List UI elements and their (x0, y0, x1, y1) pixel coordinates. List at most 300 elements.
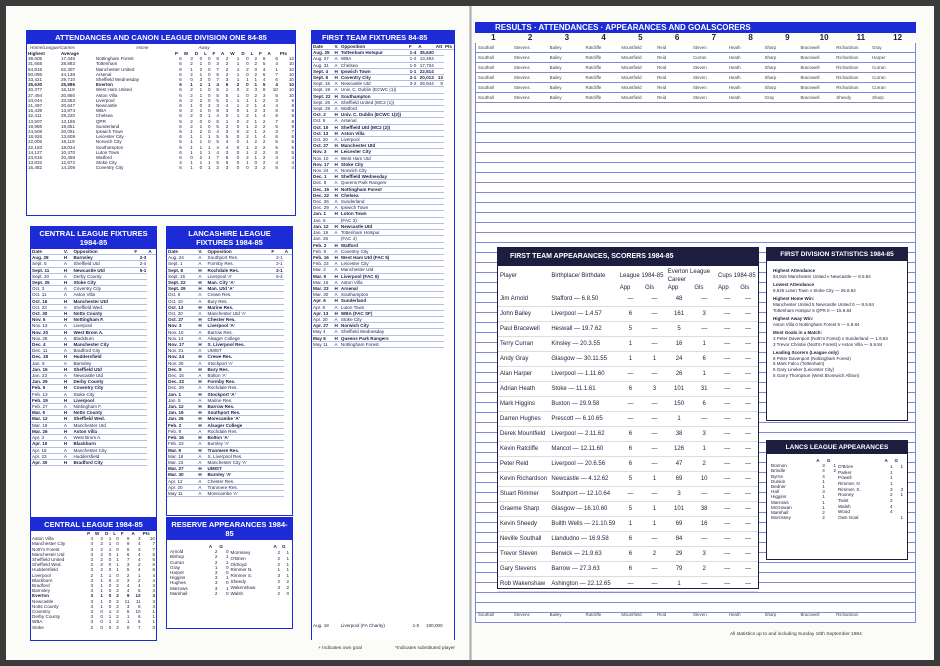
fixture-row: Mar. 19 A Manchester Utd (31, 422, 156, 428)
central-fixtures-title: CENTRAL LEAGUE FIXTURES 1984-85 (31, 227, 156, 249)
attendances-panel (26, 30, 296, 216)
column-header: P (87, 531, 91, 536)
fixture-row: Mar. 9 H Tranmere Res. (167, 447, 292, 453)
central-league-table (31, 531, 156, 630)
column-header: Everton League Career (667, 269, 711, 283)
fixture-row: Apr. 20 A Stoke City (312, 316, 454, 322)
player-row: Curran 2 1 (170, 559, 229, 565)
fixture-row: Dec. 8 A Queens Park Rangers (312, 180, 454, 186)
lancs-apps-title: LANCS LEAGUE APPEARANCES (767, 441, 907, 454)
fixture-row: Nov. 24 H Crewe Res. (167, 354, 292, 360)
fixture-row: Feb. 2 H Alsager College (167, 422, 292, 428)
table-row: 23,615 20,458 Watford 6 0 2 1 7 8 0 2 1 2 4 4 (28, 155, 294, 161)
fixture-row: Feb. 5 H Coventry City (31, 385, 156, 391)
fixture-row: Nov. 10 A West Ham Utd (312, 155, 454, 161)
column-header: Opposition (340, 44, 408, 50)
column-number: 3 (564, 33, 570, 42)
fixture-row: Oct. 10 H Sheffield Utd (MC2 (2)) (312, 124, 454, 130)
fixture-row: Oct. 11 A Aston Villa (31, 292, 156, 298)
fixture-row: Jan. 26 (FAC 4) (312, 236, 454, 242)
reserve-title: RESERVE APPEARANCES 1984-85 (167, 518, 292, 540)
column-header: Player (500, 273, 518, 279)
fixture-row: Nov. 10 A Barrow Res. (167, 329, 292, 335)
sub-header: Gls (694, 285, 704, 291)
fixture-row: Apr. 30 H Bradford City (31, 459, 156, 465)
fixture-row: Nov. 24 A Norwich City (312, 168, 454, 174)
fixture-row: Sept. 22 H Man. City 'A' (167, 280, 292, 286)
fixture-row: Dec. 29 A Rochdale Res. (167, 385, 292, 391)
player-row: Graeme Sharp Glasgow — 16.10.60 5 1 101 38 — — (498, 502, 758, 517)
results-row: Southall Stevens Bailey Ratcliffe Mountfield Reid Steven Heath Sharp Bracewell Richardson Curran (478, 75, 886, 80)
fixture-row: Feb. 16 H Bolton 'A' (167, 435, 292, 441)
stat-line: 3 Peter Davenport (Nott'm Forest) v Sunderland — 1.9.84 (773, 335, 888, 341)
player-row: Twist 2 (838, 497, 893, 503)
player-row: Own Goal 1 (838, 514, 903, 520)
league-row: Liverpool 2 1 1 0 2 1 4 (32, 572, 155, 578)
table-row: 33,421 29,710 Sheffield Wednesday 6 0 3 0 7 3 1 1 1 4 6 10 (28, 77, 294, 83)
column-header: F (212, 51, 216, 56)
column-header: Birthplace/ Birthdate (551, 273, 606, 279)
table-row: 31,655 28,883 Tottenham 6 2 1 0 3 2 1 0 2 5 4 10 (28, 61, 294, 67)
fixture-row: Mar. 30 H Burnley 'A' (167, 472, 292, 478)
player-row: O'Brien 1 1 (838, 463, 903, 469)
table-row: 22,183 18,034 Southampton 6 1 1 1 4 4 0 1 2 2 5 5 (28, 144, 294, 150)
fixture-row: Aug. 27 A WBA 1-2 13,484 (312, 56, 454, 62)
stat-line: Aston Villa 0 Nottingham Forest 5 — 5.9.84 (773, 321, 860, 327)
league-row: Barnsley 3 1 0 2 4 5 3 (32, 588, 155, 594)
column-header: V. (197, 249, 206, 255)
fixture-row: Oct. 27 H Chester Res. (167, 317, 292, 323)
column-header: A (884, 458, 888, 464)
fixture-row: Dec. 1 H Sheffield Wednesday (312, 174, 454, 180)
stat-line: Tottenham Hotspur 5 QPR 0 — 15.9.84 (773, 307, 852, 313)
player-row: Alan Harper Liverpool — 1.11.60 — — 26 1 — — (498, 367, 758, 382)
fixture-row: Feb. 27 A Nottingham F. (31, 404, 156, 410)
fixture-row: Sept. 20 A Derby County (31, 273, 156, 279)
stat-line: Lowest Attendance (773, 282, 815, 288)
league-row: WBA 3 0 1 2 1 6 1 (32, 619, 155, 625)
fixture-row: Jan. 15 H Sheffield Utd (31, 366, 156, 372)
fixture-row: Apr. 10 H Blackburn (31, 441, 156, 447)
fixture-row: Oct. 10 A Bury Res. (167, 298, 292, 304)
player-row: Dunkin 1 (771, 478, 825, 484)
column-header: Pts (444, 44, 453, 49)
fixture-row: Sept. 26 A Sheffield United (MC2 (1)) (312, 99, 454, 105)
fixture-row: Nov. 13 A Liverpool (31, 323, 156, 329)
page-gutter (469, 6, 472, 660)
attendances-section-label: Home/League/Games (30, 45, 75, 50)
fixture-row: Jan. 5 A Marine Res. (167, 397, 292, 403)
player-row: John Bailey Liverpool — 1.4.57 6 — 161 3 — — (498, 307, 758, 322)
player-row: Kevin Richardson Newcastle — 4.12.62 5 1 69 10 — — (498, 472, 758, 487)
player-row: Oldroyd 2 1 (230, 561, 289, 567)
league-row: Sheffield Wed. 3 2 0 1 3 2 6 (32, 562, 155, 568)
fixture-row: Dec. 11 A Bradford City (31, 348, 156, 354)
attendances-table (27, 51, 295, 171)
sub-header: App (667, 285, 679, 291)
table-row: 20,377 16,119 West Ham United 6 2 1 0 5 1 0 2 3 8 10 10 (28, 87, 294, 93)
column-header: F (120, 531, 124, 536)
player-row: Trevor Steven Berwick — 21.9.63 6 2 29 3 — — (498, 547, 758, 562)
column-header: A (417, 44, 435, 50)
central-league-title: CENTRAL LEAGUE 1984-85 (31, 518, 156, 531)
player-row: Walsh 2 0 (230, 590, 289, 596)
stat-line: Manchester United 5 Newcastle United 0 — 8.9.84 (773, 301, 875, 307)
player-row: Kevin Sheedy Builth Wells — 21.10.59 1 1 69 16 — — (498, 517, 758, 532)
own-goal-note: + Indicates own goal (318, 646, 362, 651)
fixture-row: Sept. 15 A Liverpool 'A' 6-4 (168, 273, 283, 279)
player-row: Wakenshaw 3 2 (230, 584, 289, 590)
table-row: 50,095 44,138 Arsenal 6 2 1 0 6 2 1 0 2 5 7 10 (28, 71, 294, 77)
fixture-row: May 6 H Queens Park Rangers (312, 335, 454, 341)
column-header: Highest (28, 51, 45, 56)
fixture-row: Dec. 22 H Formby Res. (167, 379, 292, 385)
central-league-panel (30, 517, 157, 641)
column-header: W (230, 51, 235, 56)
sub-header: Gls (740, 285, 750, 291)
player-row: Morrissey 2 (771, 515, 825, 521)
player-row: Gray 1 0 (170, 564, 229, 570)
player-row: Powell 1 (838, 475, 893, 481)
column-header: A (147, 249, 156, 255)
column-header: League 1984-85 (619, 273, 664, 279)
fixture-row: Nov. 17 H Stoke City (312, 161, 454, 167)
column-number: 5 (638, 33, 643, 42)
away-label: Away (198, 45, 210, 50)
lancs-fixtures-table (167, 249, 292, 497)
player-row: Rimmer, S. 3 3 (838, 486, 903, 492)
fixture-row: Apr. 3 A West Brom A. (31, 435, 156, 441)
fixture-row: Sept. 29 A Watford (312, 106, 454, 112)
fixture-row: Sept. 19 A Univ. C. Dublin (ECWC (1)) (312, 87, 454, 93)
league-row: Notts County 3 1 0 2 3 5 3 (32, 603, 155, 609)
first-division-stats (767, 261, 907, 378)
fixtures-panel (311, 30, 455, 640)
column-header: V. (334, 44, 339, 49)
column-header: G (894, 458, 899, 464)
league-row: Manchester City 4 3 1 0 9 4 7 (32, 541, 155, 547)
stat-line: Highest Attendance (773, 268, 816, 273)
fixture-row: Nov. 28 A Blackburn (31, 335, 156, 341)
column-header: Cups 1984-85 (718, 273, 756, 279)
fixture-row: Mar. 23 H Arsenal (312, 285, 454, 291)
fixture-row: Jan. 19 A Tottenham Hotspur (312, 230, 454, 236)
sub-header: App (619, 285, 631, 291)
fixture-row: Feb. 23 A Burnley 'A' (167, 441, 292, 447)
fixture-row: Oct. 23 A Sheffield Wed. (31, 304, 156, 310)
fixture-row: Nov. 14 A Alsager College (167, 335, 292, 341)
attendances-title: ATTENDANCES AND CANON LEAGUE DIVISION ONE 84-85 (27, 31, 295, 44)
player-row: Gary Stevens Barrow — 27.3.63 6 — 79 2 — — (498, 562, 758, 577)
fixture-row: Mar. 5 H Notts County (31, 410, 156, 416)
table-row: 35,630 25,986 Everton 6 1 1 1 4 6 2 0 1 5 4 10 (28, 82, 294, 88)
fixture-row: Aug. 31 A Chelsea 1-0 17,734 (312, 62, 454, 68)
fixture-row: Oct. 27 H Manchester Utd (312, 143, 454, 149)
sub-header: Gls (645, 285, 655, 291)
fixture-row: Nov. 20 H West Brom A. (31, 329, 156, 335)
fixture-row: Feb. 19 H Liverpool (31, 397, 156, 403)
fixture-row: Feb. 9 A Rochdale Res. (167, 428, 292, 434)
fixture-row: Mar. 16 A Aston Villa (312, 279, 454, 285)
player-row: Marrows 3 1 (170, 585, 229, 591)
column-header: L (204, 51, 207, 56)
home-label: Home (136, 45, 149, 50)
column-header: G (826, 458, 831, 463)
column-header: D (241, 51, 245, 56)
player-row: Harper 3 0 (170, 570, 229, 576)
fixture-row: Oct. 13 H Marine Res. (167, 304, 292, 310)
player-row: Higgins 1 (771, 494, 825, 500)
fixture-row: Feb. 16 H West Ham Utd (FAC 5) (312, 254, 454, 260)
column-header: Date (167, 249, 197, 255)
fixture-row: Dec. 29 A Ipswich Town (312, 205, 454, 211)
table-row: 34,044 33,553 Liverpool 6 2 2 0 5 2 1 1 1 2 3 9 (28, 97, 294, 103)
column-number: 6 (674, 33, 680, 42)
table-row: 18,986 18,651 Sunderland 6 2 1 0 5 2 0 1 2 2 5 8 (28, 123, 294, 129)
fixture-row: Jan. 23 A Newcastle Utd (31, 373, 156, 379)
results-column-numbers (475, 33, 916, 43)
stat-line: 5 Mark Falco (Tottenham) (773, 361, 825, 367)
column-number: 8 (748, 33, 753, 42)
results-row: Southall Stevens Bailey Ratcliffe Mountfield Reid Steven Heath Gray Bracewell Sheedy Sharp (478, 95, 884, 100)
fixture-row: Dec. 22 H Chelsea (312, 192, 454, 198)
column-header: D (104, 531, 109, 536)
fixture-row: Mar. 26 H Aston Villa (31, 428, 156, 434)
fixture-row: Oct. 20 A Liverpool (312, 137, 454, 143)
first-division-panel (766, 247, 908, 421)
fixture-row: Sept. 22 H Southampton (312, 93, 454, 99)
player-row: Rob Wakenshaw Ashington — 22.12.65 — — 1 — — — (498, 577, 758, 592)
fixture-row: Oct. 6 A Arsenal (312, 118, 454, 124)
fixture-row: Oct. 6 A Crewe Res. (167, 292, 292, 298)
player-row: Wood 4 (838, 509, 893, 515)
fixture-row: Aug. 28 H Barnsley 2-3 (32, 255, 147, 261)
column-header: Average (60, 51, 79, 56)
fixture-row: Dec. 18 H Huddersfield (31, 354, 156, 360)
player-row: McGowan 1 (771, 504, 825, 510)
stat-line: Highest Home Win: (773, 296, 815, 302)
column-header: F (270, 249, 283, 255)
fixture-row: Apr. 6 H Sunderland (312, 298, 454, 304)
player-row: Mark Higgins Buxton — 29.9.58 — — 150 6 — — (498, 397, 758, 412)
table-row: 16,482 14,208 Coventry City 6 1 0 1 2 3 0 0 3 2 8 4 (28, 165, 294, 171)
appearances-table (498, 268, 758, 592)
column-header: L (113, 531, 117, 536)
player-row: Marrows 1 (771, 499, 825, 505)
fixture-row: Nov. 5 H Nottingham F. (31, 317, 156, 323)
league-row: Stoke 2 0 0 2 0 7 0 (32, 624, 155, 630)
fixture-row: Aug. 25 H Tottenham Hotspur 1-4 35,630 (312, 50, 454, 56)
column-header: A (220, 51, 225, 56)
fixture-row: Jan. 9 A Barnsley (31, 360, 156, 366)
player-row: Hughes 3 0 (170, 580, 229, 586)
fixture-row: Feb. 23 A Leicester City (312, 261, 454, 267)
fixtures-table (312, 44, 454, 348)
fixture-row: Sept. 25 H Stoke City (31, 280, 156, 286)
fixture-row: Mar. 12 H Sheffield Wed. (31, 416, 156, 422)
league-row: Manchester Utd 3 2 0 1 6 4 6 (32, 551, 155, 557)
table-row: 21,497 20,647 Newcastle 6 1 0 2 3 4 1 2 1 4 4 8 (28, 103, 294, 109)
column-header: F (408, 44, 417, 50)
fixture-row: Feb. 9 A Coventry City (312, 248, 454, 254)
column-number: 10 (819, 33, 829, 42)
column-header: G (219, 544, 223, 549)
fixture-row: Nov. 30 A Stockport 'A' (167, 360, 292, 366)
fixture-row: Mar. 30 A Southampton (312, 292, 454, 298)
stat-line: 5 Gary Lineker (Leicester City) (773, 366, 835, 372)
column-header: Date (31, 249, 63, 255)
column-header: Opposition (207, 249, 271, 255)
player-row: Walsh 4 (838, 503, 893, 509)
fixture-row: May 11 A Morecambe 'A' (167, 490, 292, 496)
results-row: Southall Stevens Bailey Ratcliffe Mountfield Reid Curran Heath Sharp Bracewell Richardson Harper (478, 55, 886, 60)
fixture-row: Dec. 26 A Sunderland (312, 199, 454, 205)
player-row: Marshall 2 0 (170, 590, 229, 596)
league-row: Newcastle 3 1 0 2 11 11 3 (32, 598, 155, 604)
fixture-row: Dec. 8 H Bury Res. (167, 366, 292, 372)
league-row: Nott'm Forest 3 2 1 0 5 3 7 (32, 546, 155, 552)
player-row: Neville Southall Llandudno — 16.9.58 6 — 84 — — — (498, 532, 758, 547)
column-header: Pts (279, 51, 288, 56)
table-row: 24,508 20,091 Ipswich Town 6 1 2 0 4 3 0 2 1 2 3 7 (28, 129, 294, 135)
fixtures-title: FIRST TEAM FIXTURES 84-85 (312, 31, 454, 44)
lancs-apps-left (770, 458, 837, 520)
column-header: F (259, 51, 262, 56)
fixture-row: Jan. 5 (FAC 3) (312, 217, 454, 223)
fixture-row: Dec. 15 A Bolton 'A' (167, 373, 292, 379)
player-row: Kevin Ratcliffe Mancot — 12.11.60 6 — 126 1 — — (498, 442, 758, 457)
fixture-row: Oct. 13 H Aston Villa (312, 130, 454, 136)
fixture-row: Jan. 1 H Stockport 'A' (167, 391, 292, 397)
column-header: A (267, 51, 271, 56)
player-row: Rimmer N. 1 1 (230, 567, 289, 573)
player-row: Bonnon 3 1 (771, 463, 836, 469)
player-row: Byrne 4 (771, 473, 825, 479)
fixture-row: Sept. 5 A Sheffield Utd 2-4 (32, 261, 147, 267)
column-header: L (250, 51, 254, 56)
charity-shield-row: Aug. 18 Liverpool (FA Charity) 1-0 100,000 (313, 623, 443, 628)
fixture-row: Mar. 9 H Liverpool (FAC 6) (312, 273, 454, 279)
fixture-row: Nov. 21 A UMIST (167, 348, 292, 354)
fixture-row: Nov. 3 H Leicester City (312, 149, 454, 155)
results-row: Southall Stevens Bailey Ratcliffe Mountfield Reid Steven Heath Sharp Bracewell Richardson Gray (478, 45, 882, 50)
player-row: Darren Hughes Prescott — 6.10.65 — — 1 — — — (498, 412, 758, 427)
column-header: A (816, 458, 820, 463)
appearances-title: FIRST TEAM APPEARANCES, SCORERS 1984-85 (498, 248, 758, 266)
column-number: 2 (527, 33, 533, 42)
sub-header: App (718, 285, 729, 291)
player-row: Bedner 1 (771, 484, 825, 490)
league-row: Sheffield United 3 2 0 1 7 4 6 (32, 557, 155, 563)
fixture-row: Nov. 3 H Liverpool 'A' (167, 323, 292, 329)
fixture-row: Jan. 29 H Derby County (31, 379, 156, 385)
fixture-row: May 4 A Sheffield Wednesday (312, 329, 454, 335)
lancs-apps-panel (766, 440, 908, 560)
fixture-row: Mar. 23 A Manchester City 'A' (167, 459, 292, 465)
central-fixtures-panel (30, 226, 157, 532)
results-row: Southall Stevens Bailey Ratcliffe Mountfield Reid Steven Heath Sharp Bracewell Richardson Curran (478, 65, 886, 70)
fixture-row: Sept. 8 H Rochdale Res. 2-1 (168, 267, 283, 273)
fixture-row: Sept. 11 H Newcastle Utd 5-1 (32, 267, 147, 273)
player-row: Stuart Rimmer Southport — 12.10.64 — — 3 — — — (498, 487, 758, 502)
column-header: G (282, 544, 286, 550)
player-row: Sheedy 2 2 (230, 578, 289, 584)
player-row: O'Brien 2 1 (230, 555, 289, 561)
fixture-row: Oct. 2 H Univ. C. Dublin (ECWC 1(2)) (312, 112, 454, 118)
table-row: 14,127 10,470 Luton Town 6 1 1 1 4 3 0 1 2 2 8 5 (28, 149, 294, 155)
column-header: Pts (142, 531, 150, 536)
reserve-panel (166, 517, 293, 629)
stat-line: 54,915 Manchester United v Newcastle — 8.9.84 (773, 273, 871, 279)
table-row: 54,915 52,307 Manchester United 6 1 2 0 7 2 1 2 0 4 1 10 (28, 66, 294, 72)
first-division-title: FIRST DIVISION STATISTICS 1984-85 (767, 248, 907, 261)
column-number: 12 (893, 33, 903, 42)
fixture-row: Nov. 17 H S. Liverpool Res. (167, 342, 292, 348)
stat-line: 3 Trevor Christie (Nott'm Forest) v Aston Villa — 5.9.84 (773, 341, 883, 347)
fixture-row: Apr. 12 A Chester Res. (167, 478, 292, 484)
player-row: Adrian Heath Stoke — 11.1.61 6 3 101 31 — — (498, 382, 758, 397)
fixture-row: Jan. 12 H Barrow Res. (167, 404, 292, 410)
column-number: 1 (491, 33, 496, 42)
fixture-row: Mar. 2 A Manchester Utd (312, 267, 454, 273)
player-row: Terry Curran Kinsley — 20.3.55 1 — 16 1 — — (498, 337, 758, 352)
column-header: Att (435, 44, 443, 49)
column-header: A (208, 544, 213, 549)
table-row: 32,411 29,220 Chelsea 6 2 0 1 4 0 1 2 1 4 6 8 (28, 113, 294, 119)
lancs-apps-right (837, 458, 904, 520)
fixture-row: Sept. 15 A Newcastle Utd 3-2 26,944 9 (313, 81, 443, 87)
player-row: Hall 3 (771, 489, 825, 495)
column-header: W (183, 51, 189, 56)
league-row: Everton 3 1 0 2 9 12 3 (32, 593, 155, 599)
fixture-row: Jan. 12 H Newcastle Utd (312, 223, 454, 229)
central-fixtures-table (31, 249, 156, 466)
fixture-row: Apr. 20 A Tranmere Res. (167, 484, 292, 490)
fixture-row: Sept. 8 H Coventry City 2-1 20,013 13 (313, 75, 443, 81)
fixture-row: Apr. 13 H WBA (FAC SF) (312, 310, 454, 316)
fixture-row: Sept. 1 A Formby Res. 2-1 (168, 261, 283, 267)
league-row: Aston Villa 4 3 1 0 9 3 10 (32, 536, 155, 542)
player-row: Marshall 2 (771, 510, 825, 516)
stat-line: 8,626 Luton Town v Stoke City — 25.8.84 (773, 287, 856, 293)
player-row: Rimmer, N 1 (838, 480, 893, 486)
fixture-row: Oct. 30 H Notts County (31, 311, 156, 317)
fixture-row: Oct. 20 A Manchester Utd 'A' (167, 311, 292, 317)
results-title: RESULTS · ATTENDANCES · APPEARANCES AND GOALSCORERS (475, 22, 916, 33)
table-row: 16,439 13,874 WBA 6 2 1 0 8 3 0 1 2 3 6 8 (28, 108, 294, 114)
stats-footnote: All statistics up to and including Sunday 16th September 1984 (730, 632, 862, 637)
fixture-row: Dec. 4 H Manchester City (31, 342, 156, 348)
fixture-row: Sept. 29 H Man. Utd 'A' (167, 286, 292, 292)
column-header: A (273, 544, 277, 550)
fixture-row: Apr. 27 H Norwich City (312, 323, 454, 329)
fixture-row: Oct. 3 A Coventry City (31, 286, 156, 292)
column-header: Opposition (72, 249, 133, 255)
player-row: Rooney 2 1 (838, 492, 903, 498)
player-row: Peter Reid Liverpool — 20.6.56 6 — 47 2 — — (498, 457, 758, 472)
player-row: Bishop 2 1 (170, 554, 229, 560)
column-header: A (131, 531, 135, 536)
column-header: F (133, 249, 147, 255)
appearances-panel (497, 247, 759, 589)
player-row: Jim Arnold Stafford — 6.8.50 — — 48 — — — (498, 292, 758, 307)
league-row: Huddersfield 3 2 0 1 5 4 6 (32, 567, 155, 573)
table-row: 13,507 13,155 QPR 5 2 0 0 6 1 0 2 1 2 7 8 (28, 118, 294, 124)
column-header: A (284, 249, 292, 255)
player-row: Derek Mountfield Liverpool — 2.11.62 6 — 38 3 — — (498, 427, 758, 442)
fixture-row: Apr. 16 A Manchester City (31, 447, 156, 453)
reserve-table-left (169, 544, 230, 596)
